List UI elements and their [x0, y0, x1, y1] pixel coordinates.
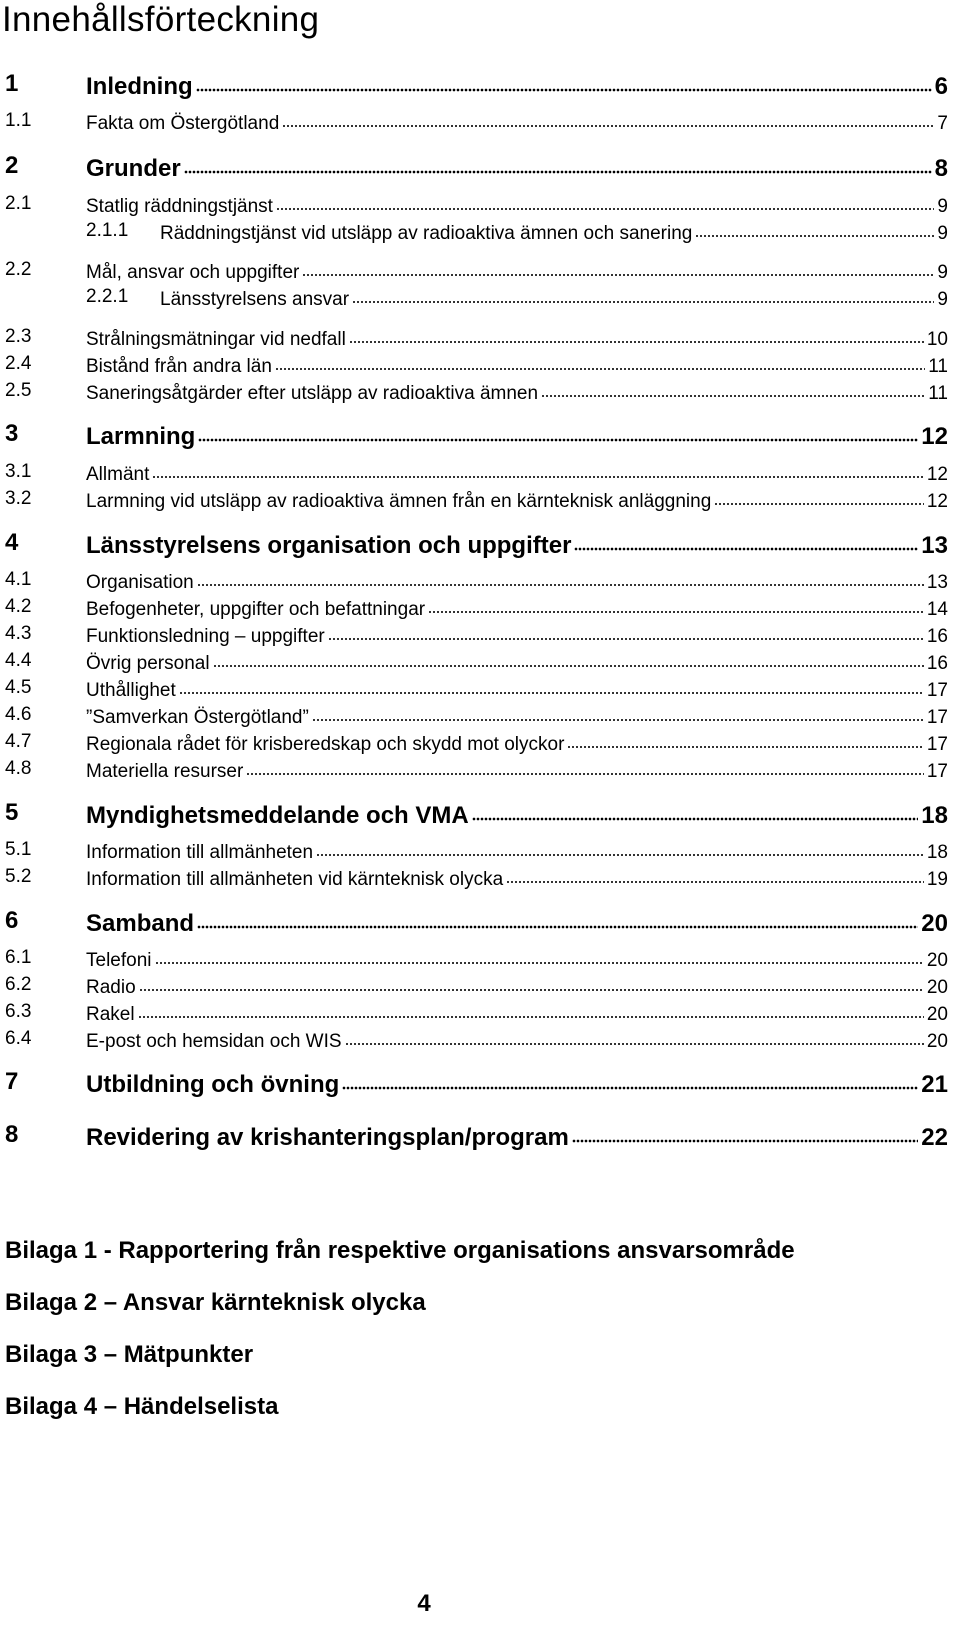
entry-number: 7 — [5, 1068, 19, 1095]
toc-entry[interactable] — [0, 623, 948, 648]
dot-leader — [316, 840, 924, 859]
dot-leader — [312, 705, 924, 724]
entry-label: Fakta om Östergötland — [86, 113, 280, 134]
entry-page: 9 — [937, 289, 948, 310]
dot-leader — [282, 111, 934, 130]
dot-leader — [152, 462, 924, 481]
entry-page: 12 — [926, 491, 948, 512]
entry-page: 10 — [926, 329, 948, 350]
entry-label: Räddningstjänst vid utsläpp av radioaktiva ämnen och sanering — [160, 223, 693, 244]
dot-leader — [139, 975, 924, 994]
appendix-item[interactable]: Bilaga 3 – Mätpunkter — [5, 1341, 254, 1368]
entry-label: Befogenheter, uppgifter och befattningar — [86, 599, 426, 620]
dot-leader — [198, 421, 918, 445]
entry-page: 17 — [926, 707, 948, 728]
entry-label: Utbildning och övning — [86, 1071, 340, 1098]
entry-label: Bistånd från andra län — [86, 356, 272, 377]
toc-entry[interactable] — [0, 220, 948, 245]
toc-entry[interactable] — [0, 259, 948, 284]
entry-number: 2.5 — [5, 380, 32, 401]
entry-page: 12 — [926, 464, 948, 485]
entry-label: Mål, ansvar och uppgifter — [86, 262, 300, 283]
entry-number: 2.4 — [5, 353, 32, 374]
dot-leader — [714, 489, 924, 508]
toc-entry[interactable] — [0, 70, 948, 101]
entry-page: 20 — [921, 910, 948, 937]
entry-page: 16 — [926, 653, 948, 674]
toc-entry[interactable] — [0, 731, 948, 756]
entry-page: 17 — [926, 734, 948, 755]
entry-number: 4.8 — [5, 758, 32, 779]
entry-label: Myndighetsmeddelande och VMA — [86, 802, 469, 829]
toc-entry[interactable] — [0, 488, 948, 513]
entry-number: 4.4 — [5, 650, 32, 671]
dot-leader — [567, 732, 923, 751]
entry-label: Funktionsledning – uppgifter — [86, 626, 325, 647]
entry-label: Grunder — [86, 155, 181, 182]
page-title: Innehållsförteckning — [2, 0, 320, 39]
entry-number: 3.1 — [5, 461, 32, 482]
entry-label: Materiella resurser — [86, 761, 244, 782]
entry-page: 17 — [926, 761, 948, 782]
entry-page: 19 — [926, 869, 948, 890]
entry-number: 4.1 — [5, 569, 32, 590]
entry-label: Strålningsmätningar vid nedfall — [86, 329, 346, 350]
entry-number: 5 — [5, 799, 19, 826]
entry-number: 4.7 — [5, 731, 32, 752]
toc-entry[interactable] — [0, 152, 948, 183]
entry-label: Information till allmänheten — [86, 842, 314, 863]
entry-label: Inledning — [86, 73, 193, 100]
entry-number: 6.4 — [5, 1028, 32, 1049]
entry-label: Övrig personal — [86, 653, 210, 674]
entry-number: 2 — [5, 152, 19, 179]
entry-label: Larmning vid utsläpp av radioaktiva ämnen från en kärnteknisk anläggning — [86, 491, 712, 512]
entry-number: 5.1 — [5, 839, 32, 860]
entry-label: Organisation — [86, 572, 194, 593]
entry-page: 18 — [921, 802, 948, 829]
entry-number: 1 — [5, 70, 19, 97]
entry-label: Uthållighet — [86, 680, 176, 701]
dot-leader — [197, 908, 918, 932]
entry-page: 12 — [921, 423, 948, 450]
entry-label: Telefoni — [86, 950, 152, 971]
entry-label: Revidering av krishanteringsplan/program — [86, 1124, 569, 1151]
dot-leader — [572, 1122, 918, 1146]
entry-number: 4.2 — [5, 596, 32, 617]
entry-label: Statlig räddningstjänst — [86, 196, 273, 217]
toc-entry[interactable] — [0, 380, 948, 405]
toc-entry[interactable] — [0, 799, 948, 830]
dot-leader — [184, 153, 932, 177]
toc-entry[interactable] — [0, 704, 948, 729]
entry-number: 2.2 — [5, 259, 32, 280]
toc-entry[interactable] — [0, 650, 948, 675]
toc-entry[interactable] — [0, 1028, 948, 1053]
toc-entry[interactable] — [0, 461, 948, 486]
entry-page: 20 — [926, 1004, 948, 1025]
dot-leader — [472, 800, 919, 824]
entry-number: 3.2 — [5, 488, 32, 509]
entry-number: 6.2 — [5, 974, 32, 995]
dot-leader — [541, 381, 925, 400]
toc-entry[interactable] — [0, 420, 948, 451]
dot-leader — [345, 1029, 924, 1048]
dot-leader — [349, 327, 924, 346]
entry-page: 16 — [926, 626, 948, 647]
entry-number: 2.1.1 — [86, 220, 129, 241]
dot-leader — [246, 759, 924, 778]
entry-number: 3 — [5, 420, 19, 447]
entry-label: Länsstyrelsens organisation och uppgifter — [86, 532, 572, 559]
dot-leader — [428, 597, 924, 616]
appendix-item[interactable]: Bilaga 4 – Händelselista — [5, 1393, 279, 1420]
toc-entry[interactable] — [0, 974, 948, 999]
toc-entry[interactable] — [0, 569, 948, 594]
toc-entry[interactable] — [0, 193, 948, 218]
entry-number: 2.3 — [5, 326, 32, 347]
entry-page: 21 — [921, 1071, 948, 1098]
dot-leader — [138, 1002, 924, 1021]
toc-entry[interactable] — [0, 1001, 948, 1026]
entry-page: 20 — [926, 950, 948, 971]
dot-leader — [155, 948, 924, 967]
dot-leader — [276, 194, 934, 213]
entry-number: 5.2 — [5, 866, 32, 887]
dot-leader — [197, 570, 924, 589]
toc-entry[interactable] — [0, 758, 948, 783]
dot-leader — [275, 354, 925, 373]
entry-page: 22 — [921, 1124, 948, 1151]
dot-leader — [179, 678, 924, 697]
toc-entry[interactable] — [0, 947, 948, 972]
dot-leader — [695, 221, 934, 240]
toc-entry[interactable] — [0, 677, 948, 702]
appendix-item[interactable]: Bilaga 1 - Rapportering från respektive organisations ansvarsområde — [5, 1237, 795, 1264]
page-number: 4 — [417, 1590, 431, 1617]
entry-number: 2.2.1 — [86, 286, 129, 307]
entry-label: Information till allmänheten vid kärnteknisk olycka — [86, 869, 504, 890]
toc-entry[interactable] — [0, 839, 948, 864]
entry-page: 20 — [926, 977, 948, 998]
entry-page: 20 — [926, 1031, 948, 1052]
entry-number: 1.1 — [5, 110, 32, 131]
entry-number: 8 — [5, 1121, 19, 1148]
entry-label: Radio — [86, 977, 136, 998]
entry-label: ”Samverkan Östergötland” — [86, 707, 309, 728]
entry-label: Samband — [86, 910, 195, 937]
entry-number: 4.3 — [5, 623, 32, 644]
entry-label: Rakel — [86, 1004, 135, 1025]
entry-page: 18 — [926, 842, 948, 863]
entry-number: 4 — [5, 529, 19, 556]
toc-entry[interactable] — [0, 110, 948, 135]
entry-label: Länsstyrelsens ansvar — [160, 289, 350, 310]
entry-label: Larmning — [86, 423, 196, 450]
entry-page: 17 — [926, 680, 948, 701]
toc-entry[interactable] — [0, 353, 948, 378]
appendix-item[interactable]: Bilaga 2 – Ansvar kärnteknisk olycka — [5, 1289, 426, 1316]
toc-entry[interactable] — [0, 866, 948, 891]
dot-leader — [352, 287, 934, 306]
entry-number: 6.3 — [5, 1001, 32, 1022]
entry-page: 9 — [937, 262, 948, 283]
toc-entry[interactable] — [0, 1121, 948, 1152]
dot-leader — [342, 1069, 918, 1093]
dot-leader — [506, 867, 924, 886]
entry-number: 6.1 — [5, 947, 32, 968]
entry-label: Regionala rådet för krisberedskap och skydd mot olyckor — [86, 734, 565, 755]
toc-entry[interactable] — [0, 286, 948, 311]
dot-leader — [574, 530, 918, 554]
entry-page: 7 — [937, 113, 948, 134]
toc-entry[interactable] — [0, 1068, 948, 1099]
dot-leader — [213, 651, 924, 670]
entry-number: 2.1 — [5, 193, 32, 214]
entry-label: Saneringsåtgärder efter utsläpp av radioaktiva ämnen — [86, 383, 539, 404]
toc-entry[interactable] — [0, 907, 948, 938]
entry-page: 11 — [928, 356, 948, 377]
entry-number: 4.6 — [5, 704, 32, 725]
dot-leader — [328, 624, 924, 643]
entry-page: 13 — [921, 532, 948, 559]
entry-number: 6 — [5, 907, 19, 934]
entry-number: 4.5 — [5, 677, 32, 698]
entry-page: 9 — [937, 196, 948, 217]
entry-page: 14 — [926, 599, 948, 620]
toc-entry[interactable] — [0, 529, 948, 560]
entry-page: 11 — [928, 383, 948, 404]
entry-page: 13 — [926, 572, 948, 593]
toc-entry[interactable] — [0, 596, 948, 621]
entry-label: Allmänt — [86, 464, 150, 485]
dot-leader — [302, 260, 934, 279]
dot-leader — [196, 71, 932, 95]
toc-entry[interactable] — [0, 326, 948, 351]
entry-page: 8 — [934, 155, 948, 182]
entry-page: 9 — [937, 223, 948, 244]
entry-label: E-post och hemsidan och WIS — [86, 1031, 342, 1052]
entry-page: 6 — [934, 73, 948, 100]
